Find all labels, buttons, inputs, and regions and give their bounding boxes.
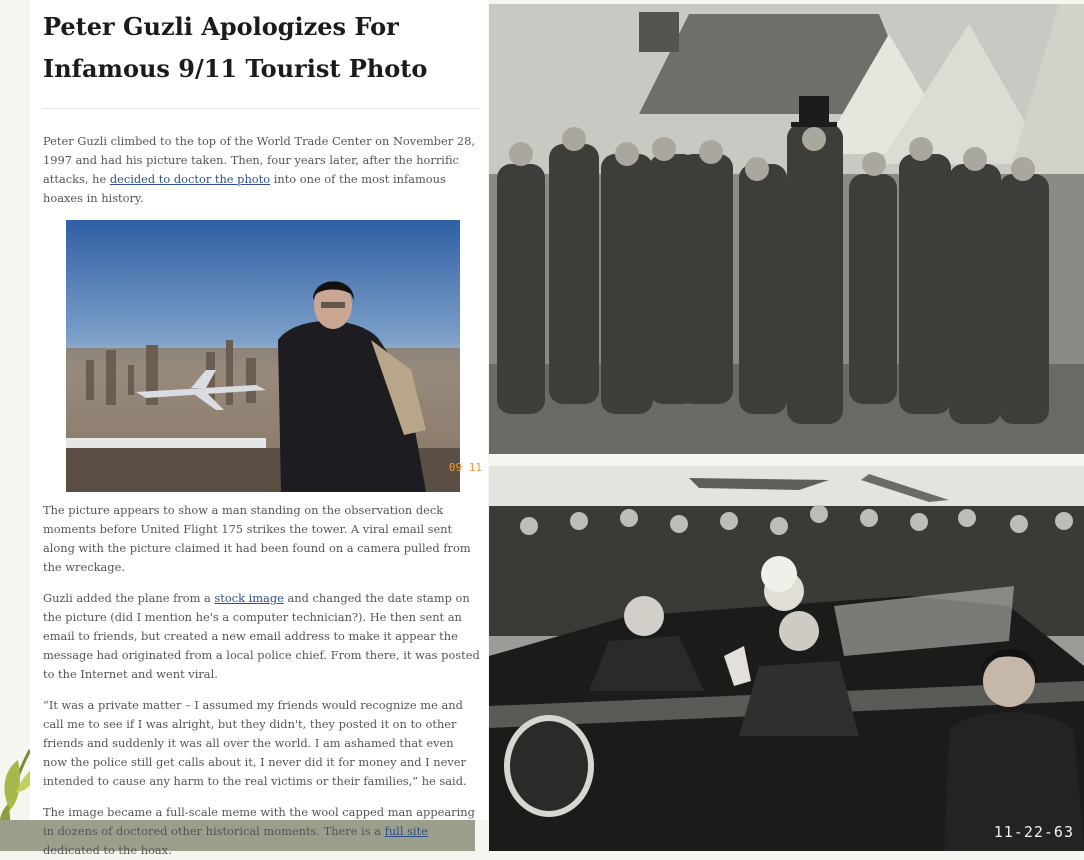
lincoln-photo-image bbox=[489, 4, 1084, 454]
jfk-date-stamp: 11-22-63 bbox=[993, 823, 1074, 841]
title-divider bbox=[43, 108, 480, 109]
doctor-photo-link[interactable]: decided to doctor the photo bbox=[109, 172, 271, 186]
article-paragraph-4: “It was a private matter – I assumed my friends would recognize me and call me to see if I was alright, but they didn't, they posted it on to other friends and suddenly it was all over the world. I am ashamed that even now the police still get calls about it, I never did it for money and I never intended to cause any harm to the real victims or their families,” he said. bbox=[43, 698, 467, 788]
article-paragraph-1 bbox=[43, 132, 480, 208]
article-card bbox=[30, 0, 488, 857]
tourist-photo-wrapper bbox=[30, 220, 488, 492]
full-site-link[interactable]: full site bbox=[384, 824, 428, 838]
article-paragraph-3 bbox=[43, 589, 480, 684]
tourist-photo bbox=[66, 220, 460, 492]
article-paragraph-5 bbox=[43, 803, 480, 860]
photo-date-stamp: 09 11 bbox=[448, 461, 482, 474]
stock-image-link[interactable]: stock image bbox=[214, 591, 284, 605]
p1-text-start: Peter Guzli climbed to the top of the World Trade Center on November 28, 1997 and had his picture taken. Then, four years later, after the horrific attacks, he bbox=[43, 134, 475, 186]
article-paragraph-2: The picture appears to show a man standing on the observation deck moments before United Flight 175 strikes the tower. A viral email sent along with the picture claimed it had been found on a camera pulled from the wreckage. bbox=[43, 503, 471, 574]
article-title: Peter Guzli Apologizes For Infamous 9/11 Tourist Photo bbox=[43, 12, 428, 83]
p5-text-start: The image became a full-scale meme with the wool capped man appearing in dozens of doctored other historical moments. There is a bbox=[43, 805, 475, 838]
p3-text-start: Guzli added the plane from a bbox=[43, 591, 215, 605]
p5-text-end: dedicated to the hoax. bbox=[43, 843, 172, 857]
p3-text-end: and changed the date stamp on the picture (did I mention he's a computer technician?). He then sent an email to friends, but created a new email address to make it appear the message had originated from a local police chief. From there, it was posted to the Internet and went viral. bbox=[43, 591, 480, 681]
jfk-meme-photo bbox=[489, 466, 1084, 851]
jfk-photo-image bbox=[489, 466, 1084, 851]
lincoln-meme-photo bbox=[489, 4, 1084, 454]
p1-text-end: into one of the most infamous hoaxes in history. bbox=[43, 172, 446, 205]
